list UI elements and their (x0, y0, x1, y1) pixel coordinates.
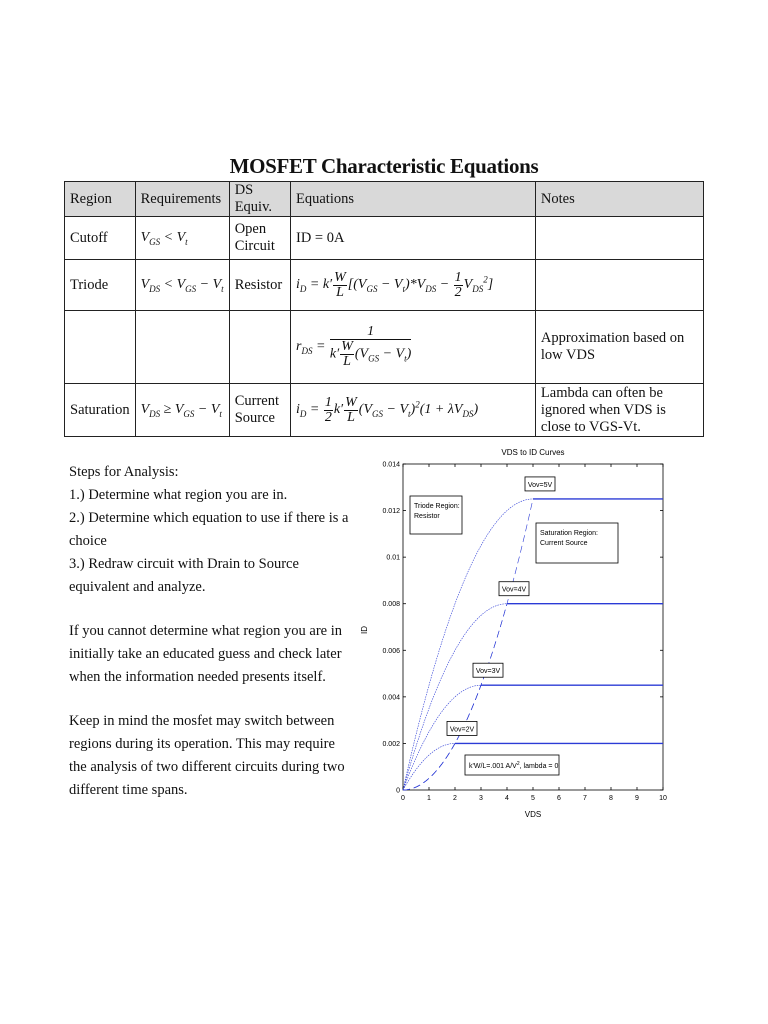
x-axis-label: VDS (524, 810, 542, 819)
step-item: 1.) Determine what region you are in. (69, 487, 288, 503)
requirement-cell: $V_{DS} \ge V_{GS} - V_t$ (135, 384, 229, 437)
y-tick-label: 0.004 (382, 694, 400, 702)
header-notes: Notes (535, 182, 703, 217)
vov-label-text: Vov=2V (449, 726, 475, 734)
requirement-cell: $V_{GS} < V_t$ (135, 217, 229, 260)
vov-label-text: Vov=5V (527, 481, 553, 489)
table-row-saturation (65, 384, 704, 437)
saturation-annotation-line2: Current Source (540, 540, 588, 547)
ds-equiv-cell: Resistor (229, 260, 290, 311)
region-cell: Triode (65, 260, 136, 311)
step-item: 3.) Redraw circuit with Drain to Source equivalent and analyze. (69, 556, 299, 595)
steps-heading: Steps for Analysis: (69, 464, 179, 480)
ds-equiv-cell: Open Circuit (229, 217, 290, 260)
x-tick-label: 2 (453, 795, 457, 802)
boundary-curve (403, 499, 533, 790)
table-header-row (65, 182, 704, 217)
x-tick-label: 3 (479, 795, 483, 802)
y-tick-label: 0.008 (382, 601, 400, 609)
header-requirements: Requirements (135, 182, 229, 217)
analysis-steps (69, 461, 349, 823)
guess-paragraph: If you cannot determine what region you are in initially take an educated guess and check later when the information needed presents itself. (69, 623, 342, 685)
requirement-cell: $V_{DS} < V_{GS} - V_t$ (135, 260, 229, 311)
x-tick-label: 8 (609, 795, 613, 802)
parameters-annotation-box (465, 755, 559, 775)
region-cell (65, 311, 136, 384)
step-item: 2.) Determine which equation to use if there is a choice (69, 510, 349, 549)
region-cell: Cutoff (65, 217, 136, 260)
triode-annotation-box (410, 496, 462, 534)
x-tick-label: 6 (557, 795, 561, 802)
triode-curve (403, 499, 533, 790)
saturation-annotation-line1: Saturation Region: (540, 530, 598, 537)
header-ds-equiv: DS Equiv. (229, 182, 290, 217)
x-tick-label: 5 (531, 795, 535, 802)
x-tick-label: 9 (635, 795, 639, 802)
vov-label-text: Vov=3V (475, 668, 501, 676)
equation-cell: $i_D$ = $\frac{1}{2}$ k′ $\frac{W}{L}$ $(V_{GS} - V_t)^2(1 + \lambda V_{DS})$ (291, 384, 536, 437)
vov-label (473, 663, 503, 677)
vov-label-text: Vov=4V (501, 586, 527, 594)
header-equations: Equations (291, 182, 536, 217)
x-tick-label: 10 (659, 795, 667, 802)
notes-cell (535, 217, 703, 260)
ds-equiv-cell (229, 311, 290, 384)
y-tick-label: 0.006 (382, 647, 400, 655)
table-row-cutoff (65, 217, 704, 260)
boundary-curve (403, 743, 455, 790)
vov-label (447, 721, 477, 735)
chart-title: VDS to ID Curves (501, 448, 565, 457)
vov-label (499, 582, 529, 596)
vov-label (525, 477, 555, 491)
notes-cell (535, 260, 703, 311)
switch-paragraph: Keep in mind the mosfet may switch between regions during its operation. This may require the analysis of two different circuits during two different time spans. (69, 713, 345, 798)
requirement-cell (135, 311, 229, 384)
table-row-resistance (65, 311, 704, 384)
page-title: MOSFET Characteristic Equations (229, 154, 539, 178)
vds-id-chart (355, 440, 675, 825)
params-exponent: 2 (516, 761, 520, 767)
equation-cell: $i_D = k'$ $\frac{W}{L}$ [$(V_{GS} - V_t)*V_{DS}$ − $\frac{1}{2}$ $V_{DS}^2$] (291, 260, 536, 311)
ds-equiv-cell: Current Source (229, 384, 290, 437)
triode-annotation-line1: Triode Region: (414, 503, 460, 510)
triode-annotation-line2: Resistor (414, 513, 440, 520)
params-prefix: k'W/L=.001 A/V (469, 763, 517, 770)
vov-labels (447, 477, 555, 736)
header-region: Region (65, 182, 136, 217)
steps-list (69, 461, 349, 599)
triode-curve (403, 743, 455, 790)
region-cell: Saturation (65, 384, 136, 437)
parameters-annotation (469, 761, 558, 770)
equations-table (64, 181, 704, 437)
chart-curves (403, 499, 663, 790)
equation-cell: ID = 0A (291, 217, 536, 260)
notes-cell: Lambda can often be ignored when VDS is close to VGS-Vt. (535, 384, 703, 437)
x-tick-label: 1 (427, 795, 431, 802)
x-tick-label: 7 (583, 795, 587, 802)
y-tick-label: 0.002 (382, 740, 400, 748)
equation-cell: $r_{DS}$ = 1 k′ $\frac{W}{L}$ $(V_{GS} - V_t)$ (291, 311, 536, 384)
y-axis-label: ID (360, 626, 369, 634)
notes-cell: Approximation based on low VDS (535, 311, 703, 384)
params-suffix: , lambda = 0 (519, 763, 559, 770)
x-tick-label: 4 (505, 795, 509, 802)
table-row-triode (65, 260, 704, 311)
y-tick-label: 0.01 (386, 554, 400, 562)
y-tick-label: 0 (396, 787, 400, 795)
y-tick-label: 0.014 (382, 461, 400, 469)
saturation-annotation-box (536, 523, 618, 563)
x-tick-label: 0 (401, 795, 405, 802)
y-tick-label: 0.012 (382, 508, 400, 516)
